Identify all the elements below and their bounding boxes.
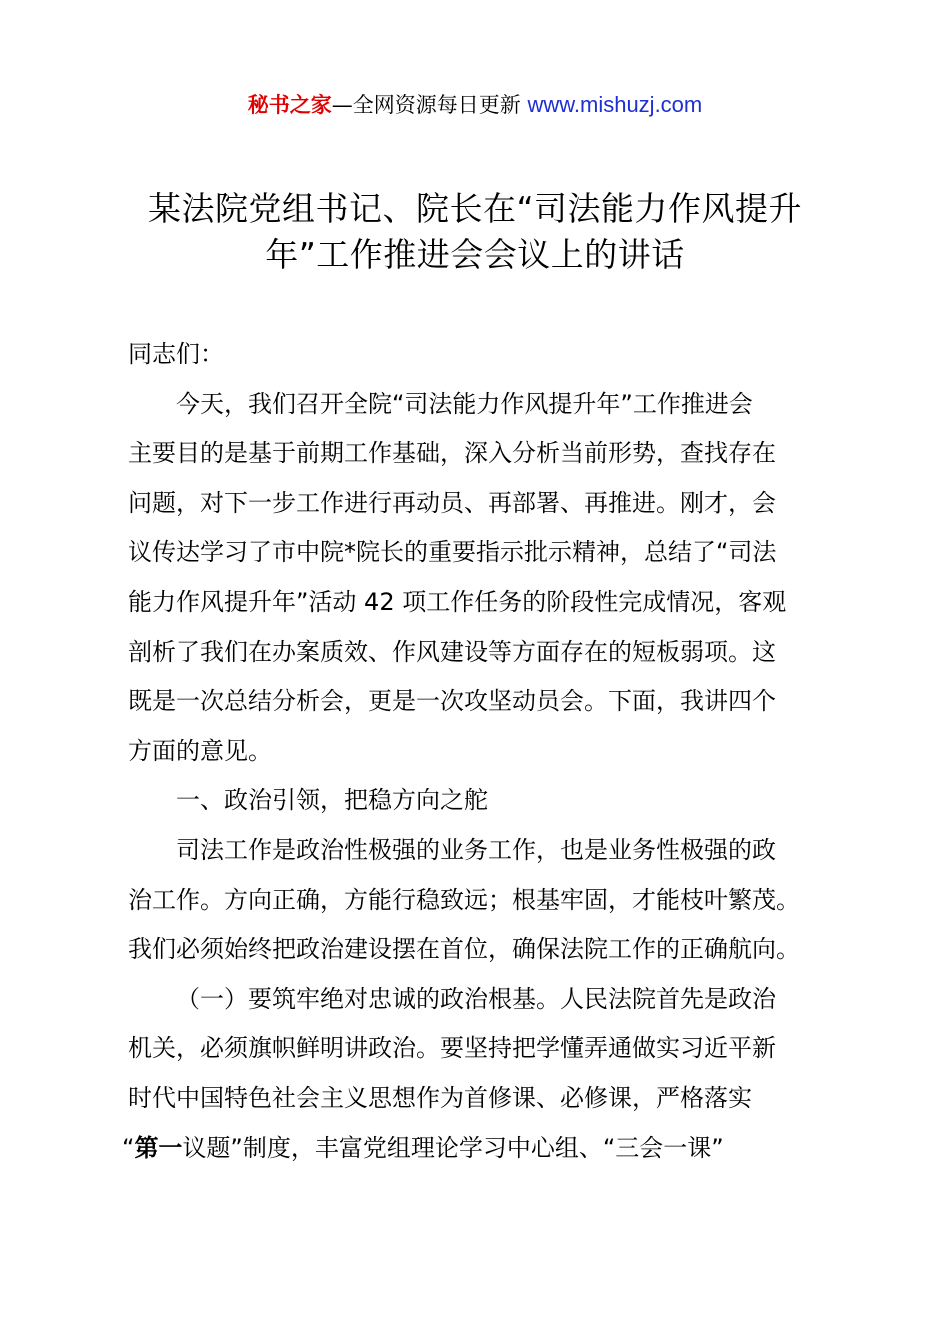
site-url-link[interactable]: www.mishuzj.com — [527, 92, 703, 117]
subsection-1-line-3: 时代中国特色社会主义思想作为首修课、必修课，严格落实 — [128, 1083, 752, 1112]
paragraph-1-line-4: 议传达学习了市中院*院长的重要指示批示精神，总结了“司法 — [128, 538, 777, 567]
subsection-1-line-2: 机关，必须旗帜鲜明讲政治。要坚持把学懂弄通做实习近平新 — [128, 1034, 776, 1063]
section-1-line-3: 我们必须始终把政治建设摆在首位，确保法院工作的正确航向。 — [128, 935, 800, 964]
section-1-line-1: 司法工作是政治性极强的业务工作，也是业务性极强的政 — [176, 835, 776, 864]
paragraph-1-line-8: 方面的意见。 — [128, 736, 272, 765]
salutation: 同志们： — [128, 340, 224, 368]
section-1-heading: 一、政治引领，把稳方向之舵 — [176, 786, 488, 815]
line-remainder: 议题”制度，丰富党组理论学习中心组、“三会一课” — [182, 1133, 724, 1162]
paragraph-1-line-3: 问题，对下一步工作进行再动员、再部署、再推进。刚才，会 — [128, 488, 776, 517]
paragraph-1-line-6: 剖析了我们在办案质效、作风建设等方面存在的短板弱项。这 — [128, 637, 776, 666]
paragraph-1-line-1: 今天，我们召开全院“司法能力作风提升年”工作推进会 — [176, 389, 753, 418]
bold-text-first: 第一 — [134, 1133, 183, 1162]
paragraph-1-line-2: 主要目的是基于前期工作基础，深入分析当前形势，查找存在 — [128, 439, 776, 468]
open-quote: “ — [122, 1133, 135, 1162]
subsection-1-line-1: （一）要筑牢绝对忠诚的政治根基。人民法院首先是政治 — [176, 984, 776, 1013]
title-line-1: 某法院党组书记、院长在“司法能力作风提升 — [147, 189, 803, 228]
site-tagline: —全网资源每日更新 — [331, 93, 528, 117]
paragraph-1-line-5: 能力作风提升年”活动 42 项工作任务的阶段性完成情况，客观 — [128, 587, 787, 616]
title-line-2: 年”工作推进会会议上的讲话 — [265, 235, 685, 274]
subsection-1-line-4 — [122, 1124, 838, 1174]
paragraph-1-line-7: 既是一次总结分析会，更是一次攻坚动员会。下面，我讲四个 — [128, 687, 776, 716]
site-brand: 秘书之家 — [247, 93, 332, 117]
section-1-line-2: 治工作。方向正确，方能行稳致远；根基牢固，才能枝叶繁茂。 — [128, 885, 800, 914]
document-title — [110, 186, 840, 278]
document-body — [122, 330, 838, 1173]
site-header — [0, 88, 950, 122]
